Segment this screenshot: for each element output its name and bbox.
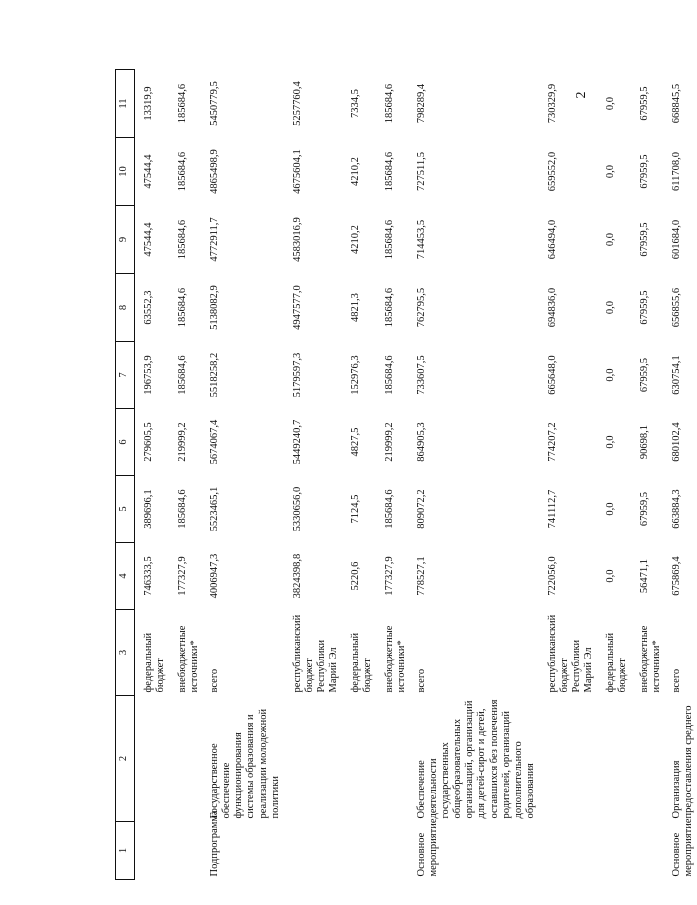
value-cell: 665648,0 (546, 355, 558, 395)
value-cell: 3824398,8 (291, 553, 303, 599)
cell-c2 (342, 696, 376, 822)
cell-c3: внебюджетные источники* (639, 625, 663, 693)
table-row (539, 70, 597, 880)
value-cell: 0,0 (605, 435, 616, 449)
table-row (376, 70, 410, 880)
value-cell: 67959,5 (639, 154, 651, 189)
value-cell: 4006947,3 (209, 553, 221, 599)
value-cell: 196753,9 (143, 355, 154, 395)
value-cell: 746333,5 (143, 556, 154, 596)
cell-c3: федеральный бюджет (143, 632, 167, 693)
value-cell: 601684,0 (671, 219, 683, 260)
column-header: 3 (116, 610, 135, 696)
value-cell: 185684,6 (384, 83, 395, 124)
value-cell: 67959,5 (639, 290, 651, 325)
cell-c1 (631, 822, 665, 880)
value-cell: 4210,2 (349, 157, 361, 186)
value-cell: 185684,6 (384, 219, 395, 260)
value-cell: 774207,2 (546, 422, 558, 462)
value-cell: 798289,4 (416, 83, 428, 124)
value-cell: 185684,6 (384, 287, 395, 328)
cell-c2 (597, 696, 631, 822)
value-cell: 177327,9 (384, 556, 395, 596)
cell-c1 (597, 822, 631, 880)
column-header: 5 (116, 476, 135, 543)
value-cell: 389696,1 (143, 489, 154, 529)
value-cell: 4827,5 (349, 427, 361, 457)
cell-c1 (539, 822, 597, 880)
table-row (284, 70, 342, 880)
value-cell: 0,0 (605, 232, 616, 247)
value-cell: 5523465,1 (209, 486, 221, 532)
value-cell: 185684,6 (384, 489, 395, 529)
rotated-table-container (115, 70, 695, 880)
cell-c3: республиканский бюджет Республики Марий Эл (291, 614, 339, 693)
table-body (135, 70, 697, 880)
value-cell: 185684,6 (177, 355, 189, 395)
value-cell: 177327,9 (177, 556, 189, 596)
cell-c3: всего (209, 668, 221, 693)
value-cell: 152976,3 (349, 355, 361, 395)
value-cell: 680102,4 (671, 422, 683, 462)
column-header: 6 (116, 409, 135, 476)
value-cell: 185684,6 (177, 83, 189, 124)
value-cell: 5449240,7 (291, 419, 303, 465)
value-cell: 694836,0 (546, 287, 558, 328)
table-row (597, 70, 631, 880)
table-row (135, 70, 170, 880)
column-header: 8 (116, 274, 135, 342)
value-cell: 7334,5 (349, 89, 361, 118)
cell-c2 (631, 696, 665, 822)
value-cell: 185684,6 (177, 151, 189, 192)
cell-c2: Государственное обеспечение функционирования системы образования и реализации молодежной политики (209, 708, 281, 819)
value-cell: 4675604,1 (291, 149, 303, 194)
value-cell: 5138082,9 (209, 285, 221, 330)
header-row (116, 70, 135, 880)
value-cell: 663884,3 (671, 489, 683, 529)
table-row (203, 70, 283, 880)
cell-c3: всего (416, 668, 428, 693)
value-cell: 722056,0 (546, 556, 558, 596)
table-row (665, 70, 697, 880)
value-cell: 0,0 (605, 569, 616, 583)
value-cell: 279605,5 (143, 422, 154, 462)
value-cell: 56471,1 (639, 558, 651, 594)
cell-c3: республиканский бюджет Республики Марий Эл (546, 614, 594, 693)
value-cell: 741112,7 (546, 489, 558, 529)
value-cell: 47544,4 (143, 154, 154, 189)
value-cell: 219999,2 (177, 422, 189, 462)
value-cell: 611708,0 (671, 152, 683, 191)
value-cell: 4772911,7 (209, 217, 221, 262)
column-header: 10 (116, 138, 135, 206)
cell-c1 (284, 822, 342, 880)
value-cell: 4821,3 (349, 293, 361, 322)
cell-c1 (135, 822, 170, 880)
value-cell: 185684,6 (177, 489, 189, 529)
cell-c3: федеральный бюджет (349, 632, 373, 693)
cell-c1 (169, 822, 203, 880)
column-header: 9 (116, 206, 135, 274)
value-cell: 4947577,0 (291, 285, 303, 330)
value-cell: 5450779,5 (209, 81, 221, 126)
value-cell: 4865498,9 (209, 149, 221, 194)
budget-table (115, 69, 697, 880)
value-cell: 714453,5 (416, 219, 428, 260)
cell-c2 (135, 696, 170, 822)
table-row (631, 70, 665, 880)
value-cell: 185684,6 (384, 151, 395, 192)
cell-c2 (169, 696, 203, 822)
value-cell: 668845,5 (671, 83, 683, 124)
value-cell: 630754,1 (671, 355, 683, 395)
cell-c1: Подпрограмма (209, 810, 221, 877)
cell-c3: всего (671, 668, 683, 693)
table-row (342, 70, 376, 880)
value-cell: 4583016,9 (291, 217, 303, 262)
value-cell: 4210,2 (349, 225, 361, 254)
value-cell: 7124,5 (349, 494, 361, 524)
value-cell: 778527,1 (416, 556, 428, 596)
value-cell: 185684,6 (177, 219, 189, 260)
value-cell: 864905,3 (416, 422, 428, 462)
value-cell: 0,0 (605, 96, 616, 111)
value-cell: 13319,9 (143, 86, 154, 121)
value-cell: 67959,5 (639, 357, 651, 393)
cell-c3: внебюджетные источники* (384, 625, 408, 693)
value-cell: 47544,4 (143, 222, 154, 257)
value-cell: 5220,6 (349, 561, 361, 591)
page-number: 2 (574, 91, 589, 99)
value-cell: 67959,5 (639, 222, 651, 257)
value-cell: 656855,6 (671, 287, 683, 328)
value-cell: 67959,5 (639, 86, 651, 121)
value-cell: 730329,9 (546, 83, 558, 124)
value-cell: 5257760,4 (291, 81, 303, 126)
value-cell: 762795,5 (416, 287, 428, 328)
value-cell: 733607,5 (416, 355, 428, 395)
table-row (169, 70, 203, 880)
table-row (410, 70, 539, 880)
cell-c2 (376, 696, 410, 822)
value-cell: 5179597,3 (291, 352, 303, 398)
value-cell: 5518258,2 (209, 352, 221, 398)
cell-c2 (284, 696, 342, 822)
cell-c2: Обеспечение деятельности государственных общеобразовательных организаций, организаций для детей-сирот и детей, оставшихся без попечения родителей, организаций дополнительного образования (416, 699, 536, 819)
column-header: 7 (116, 342, 135, 409)
value-cell: 90698,1 (639, 424, 651, 460)
value-cell: 67959,5 (639, 491, 651, 527)
value-cell: 659552,0 (546, 151, 558, 192)
cell-c2: Организация предоставления среднего (671, 705, 695, 819)
cell-c2 (539, 696, 597, 822)
cell-c1: Основное мероприятие (671, 818, 695, 877)
value-cell: 185684,6 (177, 287, 189, 328)
cell-c1 (376, 822, 410, 880)
cell-c1: Основное мероприятие (416, 818, 440, 877)
value-cell: 646494,0 (546, 219, 558, 260)
value-cell: 5330656,0 (291, 486, 303, 532)
value-cell: 675869,4 (671, 556, 683, 596)
column-header: 4 (116, 543, 135, 610)
value-cell: 185684,6 (384, 355, 395, 395)
value-cell: 0,0 (605, 368, 616, 382)
value-cell: 219999,2 (384, 422, 395, 462)
column-header: 11 (116, 70, 135, 138)
value-cell: 0,0 (605, 164, 616, 179)
column-header: 2 (116, 696, 135, 822)
value-cell: 0,0 (605, 300, 616, 315)
cell-c3: федеральный бюджет (605, 632, 629, 693)
column-header: 1 (116, 822, 135, 880)
cell-c1 (342, 822, 376, 880)
value-cell: 63552,3 (143, 290, 154, 325)
value-cell: 5674067,4 (209, 419, 221, 465)
value-cell: 727511,5 (416, 152, 428, 191)
cell-c3: внебюджетные источники* (177, 625, 201, 693)
value-cell: 0,0 (605, 502, 616, 516)
value-cell: 809072,2 (416, 489, 428, 529)
